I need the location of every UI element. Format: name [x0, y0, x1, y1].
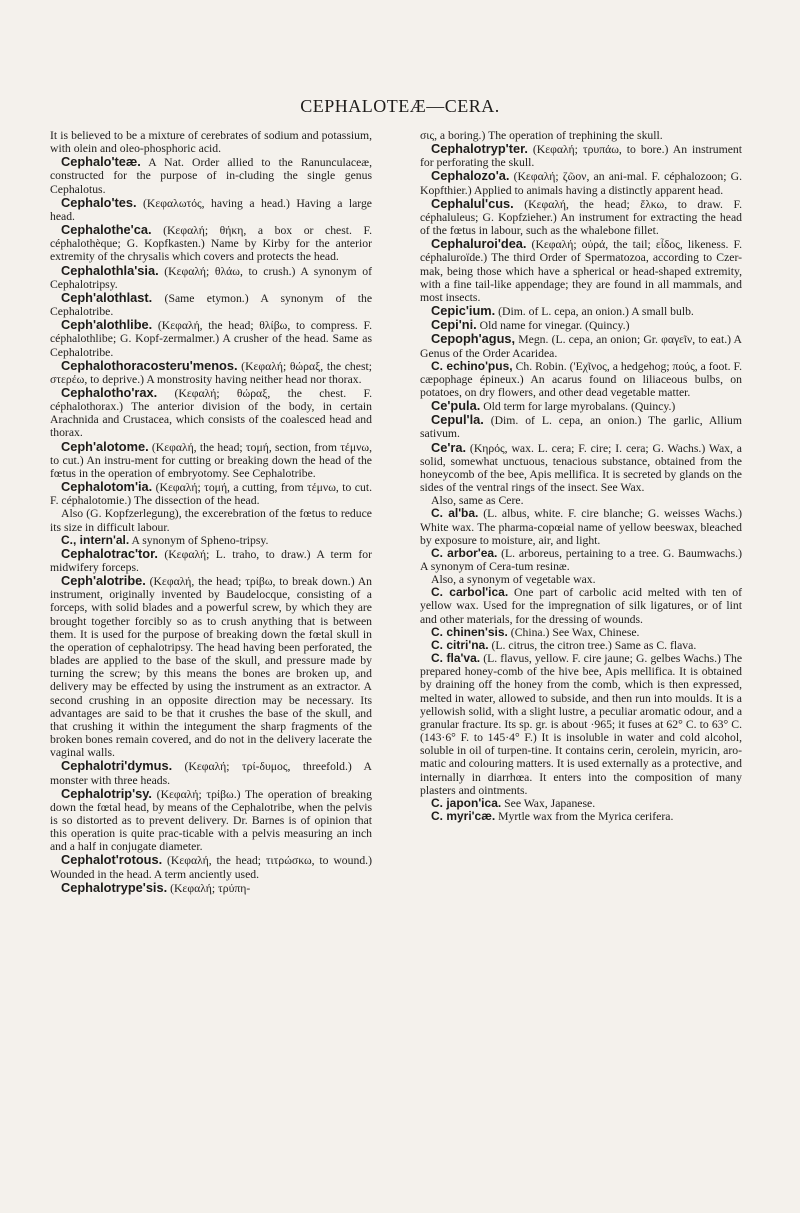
entry-text: (Κεφαλή; τρίβω.) The operation of breaking down the fœtal head, by means of the Cephalotribe, when the pelvis is so distorted as to prevent delivery. Dr. Barnes is of opinion that this operation is quite prac-ticable with a pelvis measuring an inch and a half in conjugate diameter.: [50, 787, 372, 854]
dictionary-entry: [420, 413, 742, 440]
entry-text: (L. albus, white. F. cire blanche; G. weisses Wachs.) White wax. The pharma-copœial name of yellow beeswax, bleached by exposure to moisture, air, and light.: [420, 507, 742, 547]
entry-headword: Cephalotrype'sis.: [61, 879, 168, 895]
dictionary-entry: [420, 142, 742, 169]
dictionary-entry: [420, 547, 742, 573]
dictionary-entry: [50, 196, 372, 223]
dictionary-entry: [50, 787, 372, 854]
entry-headword: Ceph'alotribe.: [61, 573, 146, 589]
dictionary-entry: [50, 318, 372, 358]
entry-headword: C. echino'pus,: [431, 358, 513, 373]
entry-text: Megn. (L. cepa, an onion; Gr. φαγεῖν, to eat.) A Genus of the Order Acaridea.: [420, 333, 742, 360]
entry-headword: C. myri'cæ.: [431, 808, 496, 823]
dictionary-entry: [420, 304, 742, 318]
dictionary-entry: [50, 359, 372, 386]
dictionary-entry: [50, 291, 372, 318]
entry-text: Old term for large myrobalans. (Quincy.): [480, 400, 676, 414]
entry-text: (Κεφαλή; θώραξ, the chest. F. céphalothorax.) The anterior division of the body, in certain Arachnida and Crustacea, which consists of the coalesced head and thorax.: [50, 386, 372, 440]
entry-text: A synonym of Spheno-tripsy.: [129, 533, 269, 547]
dictionary-entry: [50, 853, 372, 880]
dictionary-entry: [420, 237, 742, 304]
dictionary-entry: [420, 399, 742, 413]
entry-text: (Κεφαλή; θλάω, to crush.) A synonym of Cephalotripsy.: [50, 264, 372, 291]
entry-text: One part of carbolic acid melted with ten of yellow wax. Used for the impregnation of silk ligatures, or of lint and other materials, for the dressing of wounds.: [420, 586, 742, 626]
dictionary-entry: [50, 440, 372, 480]
dictionary-entry: [420, 586, 742, 625]
dictionary-entry: [420, 360, 742, 399]
entry-text: (Κεφαλή; οὐρά, the tail; εἶδος, likeness. F. céphaluroïde.) The third Order of Spermatozoa, according to Czer-mak, being those which have a spherical or head-shaped extremity, with a fine tail-like appendage; they are found in all mammals, and most insects.: [420, 238, 742, 304]
entry-headword: Cephalotri'dymus.: [61, 758, 173, 774]
dictionary-entry: [50, 574, 372, 759]
left-column: [50, 129, 372, 895]
entry-headword: Cephalothoracosteru'menos.: [61, 357, 238, 373]
entry-headword: Cephalothe'ca.: [61, 222, 152, 238]
entry-headword: Cephalot'rotous.: [61, 852, 163, 868]
entry-text: (L. flavus, yellow. F. cire jaune; G. gelbes Wachs.) The prepared honey-comb of the hive bee, Apis mellifica. It is obtained by draining off the honey from the comb, which is then expressed, melted in water, allowed to subside, and then run into moulds. It is a yellowish solid, with a slight lustre, a peculiar aromatic odour, and a granular fracture. Its sp. gr. is about ·965; it fuses at 62° C. to 63° C. (143·6° F. to 145·4° F.) It is insoluble in water and cold alcohol, soluble in oil of turpen-tine. It contains cerin, cerolein, myricin, aro-matic and colouring matters. It is used externally as a protective, and internally in diarrhœa. It enters into the composition of many plasters and ointments.: [420, 652, 743, 797]
entry-text: (Dim. of L. cepa, an onion.) The garlic, Allium sativum.: [420, 414, 742, 441]
entry-text: (L. citrus, the citron tree.) Same as C. flava.: [488, 638, 697, 652]
entry-headword: Cepul'la.: [431, 412, 484, 428]
page-title: CEPHALOTEÆ—CERA.: [300, 96, 500, 116]
entry-text: (Κεφαλή, the head; ἕλκω, to draw. F. céphaluleus; G. Kopfzieher.) An instrument for extracting the head of the fœtus in labour, such as the whalebone fillet.: [420, 197, 742, 238]
dictionary-entry: [420, 169, 742, 196]
entry-text: (Κεφαλή; ζῶον, an ani-mal. F. céphalozoon; G. Kopfthier.) Applied to animals having a distinctly apparent head.: [420, 170, 742, 197]
entry-headword: C. fla'va.: [431, 651, 481, 666]
entry-headword: C. chinen'sis.: [431, 624, 508, 639]
dictionary-entry: [50, 547, 372, 574]
entry-text: Ch. Robin. ('Εχῖνος, a hedgehog; πούς, a foot. F. cæpophage épineux.) An acarus found on liliaceous bulbs, on potatoes, on dry flowers, and other dead vegetable matter.: [420, 359, 742, 399]
entry-headword: Cephalul'cus.: [431, 195, 514, 211]
entry-headword: Cephalothla'sia.: [61, 262, 159, 278]
entry-text: (Κεφαλή; θήκη, a box or chest. F. céphalothèque; G. Kopfkasten.) Name by Kirby for the anterior extremity of the chrysalis which covers and protects the head.: [50, 224, 372, 264]
entry-text: (Same etymon.) A synonym of the Cephalotribe.: [50, 291, 372, 319]
entry-headword: Cephalo'tes.: [61, 194, 137, 210]
dictionary-entry: [420, 652, 742, 797]
entry-headword: Cephalozo'a.: [431, 168, 510, 184]
entry-text: (Κεφαλή, the head; τιτρώσκω, to wound.) Wounded in the head. A term anciently used.: [50, 854, 372, 881]
entry-headword: Cephaluroi'dea.: [431, 236, 527, 252]
entry-headword: C. citri'na.: [431, 637, 489, 652]
entry-headword: Cephalotryp'ter.: [431, 141, 528, 157]
dictionary-entry: [50, 480, 372, 507]
entry-text: (Κεφαλή; L. traho, to draw.) A term for midwifery forceps.: [50, 547, 372, 574]
dictionary-entry: [50, 264, 372, 291]
dictionary-entry: [420, 318, 742, 332]
dictionary-entry: [420, 332, 742, 359]
entry-text: Also, a synonym of vegetable wax.: [431, 573, 596, 587]
entry-text: (Κεφαλή; τρύπη-: [167, 881, 251, 895]
dictionary-entry: [420, 197, 742, 237]
entry-headword: Ceph'alothlast.: [61, 289, 153, 305]
entry-headword: Cephalotom'ia.: [61, 479, 153, 495]
dictionary-entry: [50, 759, 372, 786]
entry-headword: C., intern'al.: [61, 532, 130, 547]
dictionary-entry: [50, 223, 372, 263]
entry-headword: C. japon'ica.: [431, 795, 502, 810]
entry-text: Myrtle wax from the Myrica cerifera.: [495, 809, 674, 823]
right-column: [420, 129, 742, 823]
entry-headword: Ceph'alothlibe.: [61, 317, 153, 333]
entry-text: (Κεφαλή; τρί-δυμος, threefold.) A monster with three heads.: [50, 760, 372, 787]
dictionary-entry: [50, 507, 372, 533]
entry-text: (Κεφαλή; τρυπάω, to bore.) An instrument for perforating the skull.: [420, 143, 742, 170]
dictionary-entry: [50, 386, 372, 440]
entry-text: σις, a boring.) The operation of trephining the skull.: [420, 129, 663, 142]
entry-text: Also (G. Kopfzerlegung), the excerebration of the fœtus to reduce its size in difficult labour.: [50, 507, 372, 534]
entry-headword: Cephalo'teæ.: [61, 154, 141, 170]
entry-text: (Κεφαλή, the head; τομή, section, from τέμνω, to cut.) An instru-ment for cutting or breaking down the head of the fœtus in the operation of embryotomy. See Cephalotribe.: [50, 440, 372, 480]
dictionary-entry: [50, 129, 372, 155]
dictionary-entry: [50, 155, 372, 195]
entry-text: (Dim. of L. cepa, an onion.) A small bulb.: [495, 305, 694, 319]
entry-text: (China.) See Wax, Chinese.: [507, 625, 640, 639]
entry-headword: Ceph'alotome.: [61, 438, 149, 454]
entry-headword: Cephalotrip'sy.: [61, 785, 152, 801]
entry-text: See Wax, Japanese.: [501, 796, 596, 810]
entry-headword: Cepi'ni.: [431, 317, 477, 333]
entry-text: (Κεφαλή, the head; τρίβω, to break down.) An instrument, originally invented by Baudelocque, consisting of a forceps, with solid blades and a powerful screw, by which they are brought together forcibly so as to crush anything that is between them. It is used for the purpose of breaking down the fœtal skull in the operation of cephalotripsy. The head having been perforated, the blades are applied to the base of the skull, and pressure made by turning the screw; by this means the bones are broken up, and delivery may be effected by using the instrument as an extractor. A second crushing in an opposite direction may be necessary. Its advantages are said to be that it crushes the base of the skull, and that crushing it within the integument the sharp fragments of the broken bones remain covered, and do not in the delivery lacerate the vaginal walls.: [50, 575, 372, 760]
entry-text: (Κεφαλωτός, having a head.) Having a large head.: [50, 196, 372, 223]
entry-text: (Κεφαλή; θώραξ, the chest; στερέω, to deprive.) A monstrosity having neither head nor thorax.: [50, 359, 372, 386]
entry-text: Also, same as Cere.: [431, 494, 524, 508]
dictionary-entry: [50, 881, 372, 895]
entry-headword: Ce'pula.: [431, 398, 481, 414]
entry-text: It is believed to be a mixture of cerebrates of sodium and potassium, with olein and oleo-phosphoric acid.: [50, 129, 372, 156]
entry-text: A Nat. Order allied to the Ranunculaceæ, constructed for the purpose of in-cluding the single genus Cephalotus.: [50, 156, 372, 196]
entry-text: (Κηρός, wax. L. cera; F. cire; I. cera; G. Wachs.) Wax, a solid, somewhat unctuous, tenacious substance, obtained from the honeycomb of the bee, Apis mellifica. It is secreted by glands on the sides of the ventral rings of the insect. See Wax.: [420, 441, 742, 495]
entry-headword: C. al'ba.: [431, 506, 479, 521]
entry-text: Old name for vinegar. (Quincy.): [476, 319, 630, 333]
entry-headword: Cepic'ium.: [431, 303, 496, 319]
entry-text: (L. arboreus, pertaining to a tree. G. Baumwachs.) A synonym of Cera-tum resinæ.: [420, 546, 743, 573]
dictionary-entry: [420, 441, 742, 495]
entry-headword: Cepoph'agus,: [431, 331, 516, 347]
entry-headword: Cephalotrac'tor.: [61, 545, 158, 561]
dictionary-entry: [420, 810, 742, 823]
entry-text: (Κεφαλή, the head; θλίβω, to compress. F. céphalothlibe; G. Kopf-zermalmer.) A crusher of the head. Same as Cephalotribe.: [50, 319, 372, 359]
entry-headword: C. arbor'ea.: [431, 545, 498, 560]
dictionary-entry: [420, 507, 742, 546]
entry-headword: C. carbol'ica.: [431, 585, 509, 600]
entry-text: (Κεφαλή; τομή, a cutting, from τέμνω, to cut. F. céphalotomie.) The dissection of the head.: [50, 481, 372, 508]
entry-headword: Ce'ra.: [431, 439, 467, 455]
entry-headword: Cephalotho'rax.: [61, 384, 158, 400]
